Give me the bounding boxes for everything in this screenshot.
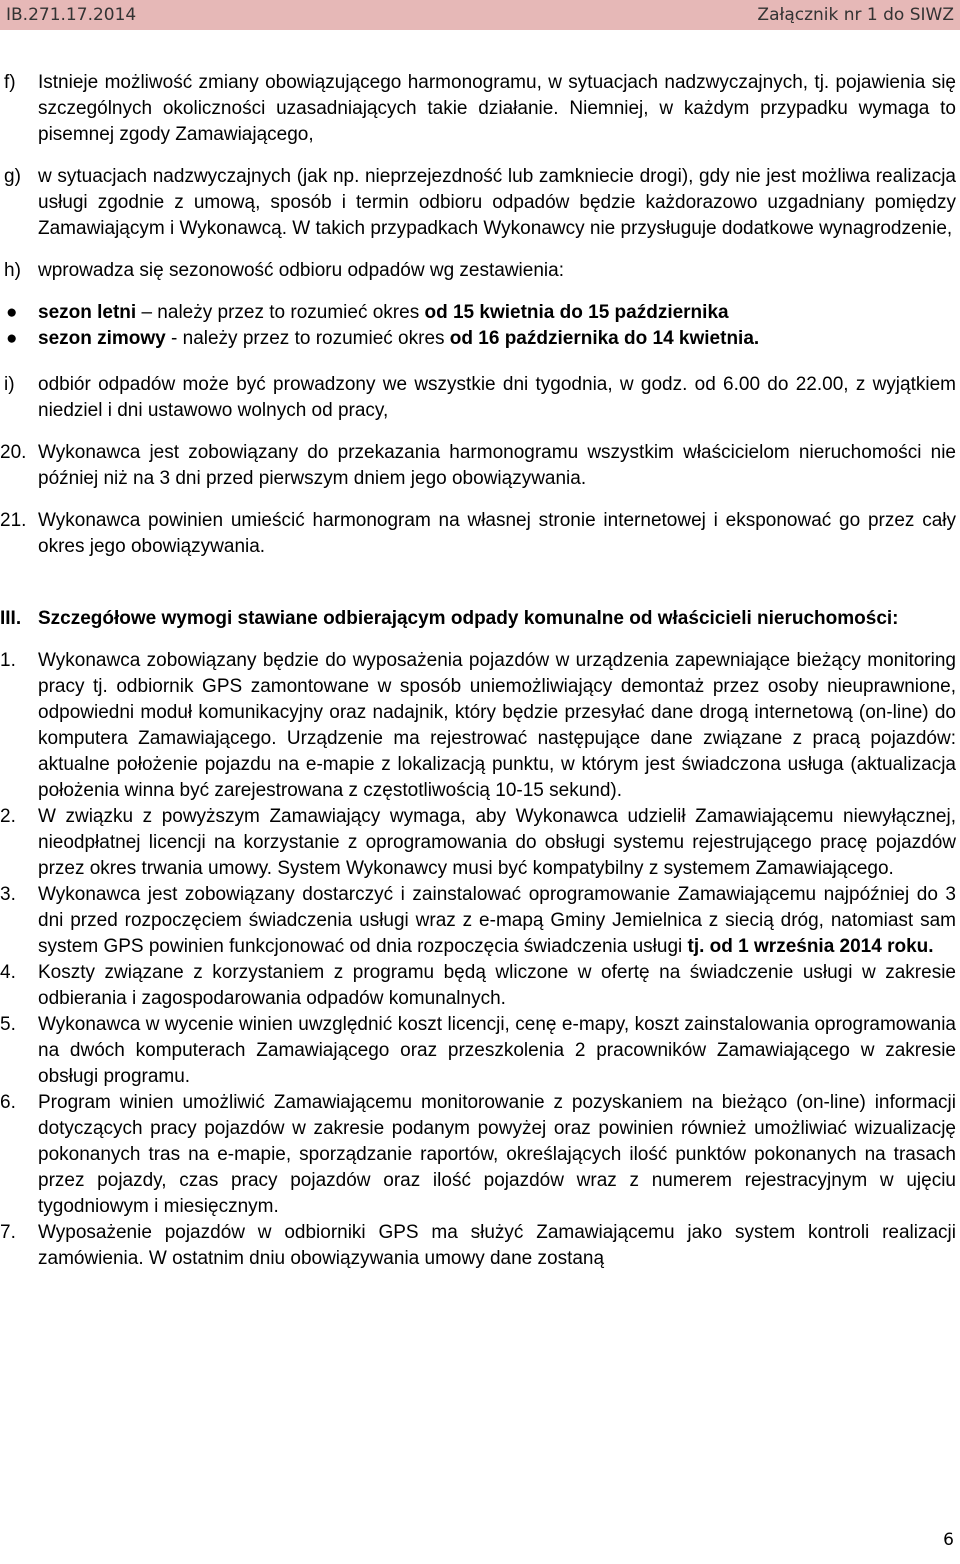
item-text: Wykonawca jest zobowiązany do przekazania harmonogramu wszystkim właścicielom nieruchomości nie później niż na 3 dni przed pierwszym dniem jego obowiązywania. <box>38 442 956 489</box>
season-range: od 15 kwietnia do 15 października <box>424 302 729 323</box>
item-g <box>4 164 956 242</box>
item-label: f) <box>4 72 16 93</box>
season-desc: – należy przez to rozumieć okres <box>136 302 425 323</box>
section-heading <box>0 606 956 632</box>
item-text: Wykonawca powinien umieścić harmonogram na własnej stronie internetowej i eksponować go przez cały okres jego obowiązywania. <box>38 510 956 557</box>
item-h <box>4 258 956 284</box>
season-name: sezon zimowy <box>38 328 166 349</box>
item-text: w sytuacjach nadzwyczajnych (jak np. nieprzejezdność lub zamkniecie drogi), gdy nie jest możliwa realizacja usługi zgodnie z umową, sposób i termin odbioru odpadów będzie każdorazowo uzgadniany pomiędzy Zamawiającym i Wykonawcą. W takich przypadkach Wykonawcy nie przysługuje dodatkowe wynagrodzenie, <box>38 166 956 239</box>
item-text: Istnieje możliwość zmiany obowiązującego harmonogramu, w sytuacjach nadzwyczajnych, tj. pojawienia się szczególnych okoliczności uzasadniających takie działanie. Niemniej, w każdym przypadku wymaga to pisemnej zgody Zamawiającego, <box>38 72 956 145</box>
requirement-number: 3. <box>0 884 16 905</box>
requirement-item <box>0 882 956 960</box>
item-label: i) <box>4 374 15 395</box>
document-body <box>0 70 956 1272</box>
section-title: Szczegółowe wymogi stawiane odbierającym odpady komunalne od właścicieli nieruchomości: <box>38 608 899 629</box>
item-20 <box>0 440 956 492</box>
section-number: III. <box>0 608 22 629</box>
requirement-item <box>0 1090 956 1220</box>
item-f <box>4 70 956 148</box>
requirement-text-body: W związku z powyższym Zamawiający wymaga, aby Wykonawca udzielił Zamawiającemu niewyłącznej, nieodpłatnej licencji na korzystanie z oprogramowania do obsługi systemu rejestrującego pracę pojazdów przez okres trwania umowy. System Wykonawcy musi być kompatybilny z systemem Zamawiającego. <box>38 806 956 879</box>
item-label: g) <box>4 166 21 187</box>
bullet-icon: ● <box>6 328 18 349</box>
bullet-icon: ● <box>6 302 18 323</box>
requirement-number: 2. <box>0 806 16 827</box>
season-name: sezon letni <box>38 302 137 323</box>
season-summer <box>6 300 956 326</box>
item-number: 21. <box>0 510 27 531</box>
page-header <box>0 0 960 30</box>
requirement-text-body: Wykonawca w wycenie winien uwzględnić koszt licencji, cenę e-mapy, koszt zainstalowania oprogramowania na dwóch komputerach Zamawiającego oraz przeszkolenia 2 pracowników Zamawiającego w zakresie obsługi programu. <box>38 1014 956 1087</box>
requirement-item <box>0 804 956 882</box>
requirement-text-body: Program winien umożliwić Zamawiającemu monitorowanie z pozyskaniem na bieżąco (on-line) informacji dotyczących pracy pojazdów w zakresie podanym powyżej oraz powinien również umożliwiać wizualizację pokonanych tras na e-mapie, sporządzanie raportów, określających ilość punktów pokonanych na trasach przez pojazdy, czas pracy pojazdów oraz ilość pojazdów wraz z numerem rejestracyjnym w ujęciu tygodniowym i miesięcznym. <box>38 1092 956 1217</box>
requirement-text <box>38 648 956 804</box>
item-i <box>4 372 956 424</box>
page-number: 6 <box>943 1530 954 1550</box>
requirement-number: 4. <box>0 962 16 983</box>
season-desc: - należy przez to rozumieć okres <box>165 328 450 349</box>
requirements-list <box>0 648 956 1272</box>
requirement-text <box>38 1090 956 1220</box>
requirement-item <box>0 1012 956 1090</box>
requirement-item <box>0 1220 956 1272</box>
requirement-item <box>0 960 956 1012</box>
item-number: 20. <box>0 442 27 463</box>
requirement-text <box>38 882 956 960</box>
requirement-number: 5. <box>0 1014 16 1035</box>
requirement-text-body: Wykonawca jest zobowiązany dostarczyć i zainstalować oprogramowanie Zamawiającemu najpóźniej do 3 dni przed rozpoczęciem świadczenia usługi wraz z e-mapą Gminy Jemielnica z siecią dróg, natomiast sam system GPS powinien funkcjonować od dnia rozpoczęcia świadczenia usługi <box>38 884 956 957</box>
item-label: h) <box>4 260 21 281</box>
document-reference: IB.271.17.2014 <box>6 5 137 25</box>
requirement-number: 1. <box>0 650 16 671</box>
season-winter <box>6 326 956 352</box>
item-21 <box>0 508 956 560</box>
requirement-text <box>38 1012 956 1090</box>
requirement-emphasis: tj. od 1 września 2014 roku. <box>687 936 934 957</box>
requirement-text-body: Koszty związane z korzystaniem z programu będą wliczone w ofertę na świadczenie usługi w zakresie odbierania i zagospodarowania odpadów komunalnych. <box>38 962 956 1009</box>
requirement-text <box>38 1220 956 1272</box>
season-range: od 16 października do 14 kwietnia. <box>449 328 760 349</box>
requirement-text <box>38 960 956 1012</box>
item-text: odbiór odpadów może być prowadzony we wszystkie dni tygodnia, w godz. od 6.00 do 22.00, z wyjątkiem niedziel i dni ustawowo wolnych od pracy, <box>38 374 956 421</box>
requirement-item <box>0 648 956 804</box>
attachment-label: Załącznik nr 1 do SIWZ <box>757 5 954 25</box>
requirement-text-body: Wykonawca zobowiązany będzie do wyposażenia pojazdów w urządzenia zapewniające bieżący monitoring pracy tj. odbiornik GPS zamontowane w sposób uniemożliwiający demontaż przez osoby nieuprawnione, odpowiedni moduł komunikacyjny oraz nadajnik, który będzie przesyłać dane drogą internetową (on-line) do komputera Zamawiającego. Urządzenie ma rejestrować następujące dane związane z pracą pojazdów: aktualne położenie pojazdu na e-mapie z lokalizacją punktu, w którym jest świadczona usługa (aktualizacja położenia winna być zarejestrowana z częstotliwością 10-15 sekund). <box>38 650 956 801</box>
requirement-text <box>38 804 956 882</box>
requirement-number: 7. <box>0 1222 16 1243</box>
requirement-text-body: Wyposażenie pojazdów w odbiorniki GPS ma służyć Zamawiającemu jako system kontroli realizacji zamówienia. W ostatnim dniu obowiązywania umowy dane zostaną <box>38 1222 956 1269</box>
item-text: wprowadza się sezonowość odbioru odpadów wg zestawienia: <box>38 260 564 281</box>
requirement-number: 6. <box>0 1092 16 1113</box>
